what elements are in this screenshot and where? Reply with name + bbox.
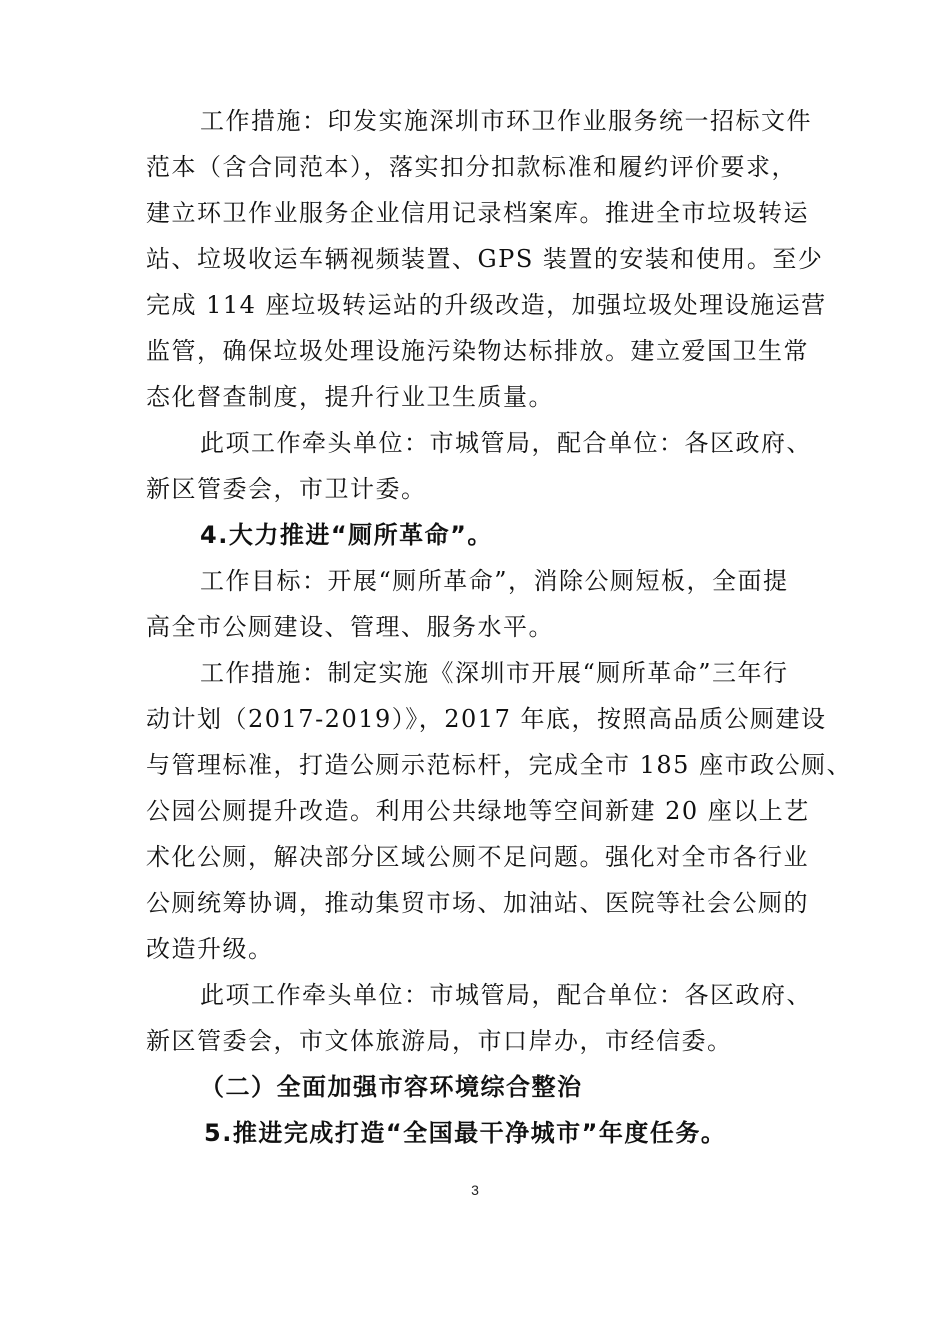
section-heading-city-environment: （二）全面加强市容环境综合整治 <box>200 1073 583 1101</box>
section-heading-cleanest-city: 5.推进完成打造“全国最干净城市”年度任务。 <box>204 1119 727 1147</box>
text-line: 工作目标：开展“厕所革命”，消除公厕短板，全面提 <box>200 567 789 595</box>
text-line: 新区管委会，市卫计委。 <box>146 475 427 503</box>
text-line: 工作措施：制定实施《深圳市开展“厕所革命”三年行 <box>200 659 789 687</box>
text-line: 工作措施：印发实施深圳市环卫作业服务统一招标文件 <box>200 107 812 135</box>
text-line: 公园公厕提升改造。利用公共绿地等空间新建 20 座以上艺 <box>146 797 810 825</box>
text-line: 建立环卫作业服务企业信用记录档案库。推进全市垃圾转运 <box>146 199 809 227</box>
text-line: 站、垃圾收运车辆视频装置、GPS 装置的安装和使用。至少 <box>146 245 824 273</box>
text-line: 完成 114 座垃圾转运站的升级改造，加强垃圾处理设施运营 <box>146 291 827 319</box>
page-number: 3 <box>471 1182 479 1198</box>
paragraph-measures-sanitation <box>146 98 827 420</box>
paragraph-responsible-units-1 <box>146 420 810 512</box>
document-body <box>146 98 853 1156</box>
text-line: 监管，确保垃圾处理设施污染物达标排放。建立爱国卫生常 <box>146 337 809 365</box>
paragraph-measures-toilet <box>146 650 853 972</box>
text-line: 范本（含合同范本），落实扣分扣款标准和履约评价要求， <box>146 153 797 181</box>
text-line: 新区管委会，市文体旅游局，市口岸办，市经信委。 <box>146 1027 733 1055</box>
text-line: 术化公厕，解决部分区域公厕不足问题。强化对全市各行业 <box>146 843 809 871</box>
paragraph-goal-toilet <box>146 558 810 650</box>
text-line: 高全市公厕建设、管理、服务水平。 <box>146 613 554 641</box>
section-heading-toilet-revolution: 4.大力推进“厕所革命”。 <box>200 521 493 549</box>
text-line: 态化督查制度，提升行业卫生质量。 <box>146 383 554 411</box>
paragraph-responsible-units-2 <box>146 972 810 1064</box>
text-line: 改造升级。 <box>146 935 274 963</box>
text-line: 此项工作牵头单位：市城管局，配合单位：各区政府、 <box>200 429 812 457</box>
text-line: 与管理标准，打造公厕示范标杆，完成全市 185 座市政公厕、 <box>146 751 853 779</box>
text-line: 此项工作牵头单位：市城管局，配合单位：各区政府、 <box>200 981 812 1009</box>
text-line: 公厕统筹协调，推动集贸市场、加油站、医院等社会公厕的 <box>146 889 809 917</box>
text-line: 动计划（2017-2019）》，2017 年底，按照高品质公厕建设 <box>146 705 827 733</box>
